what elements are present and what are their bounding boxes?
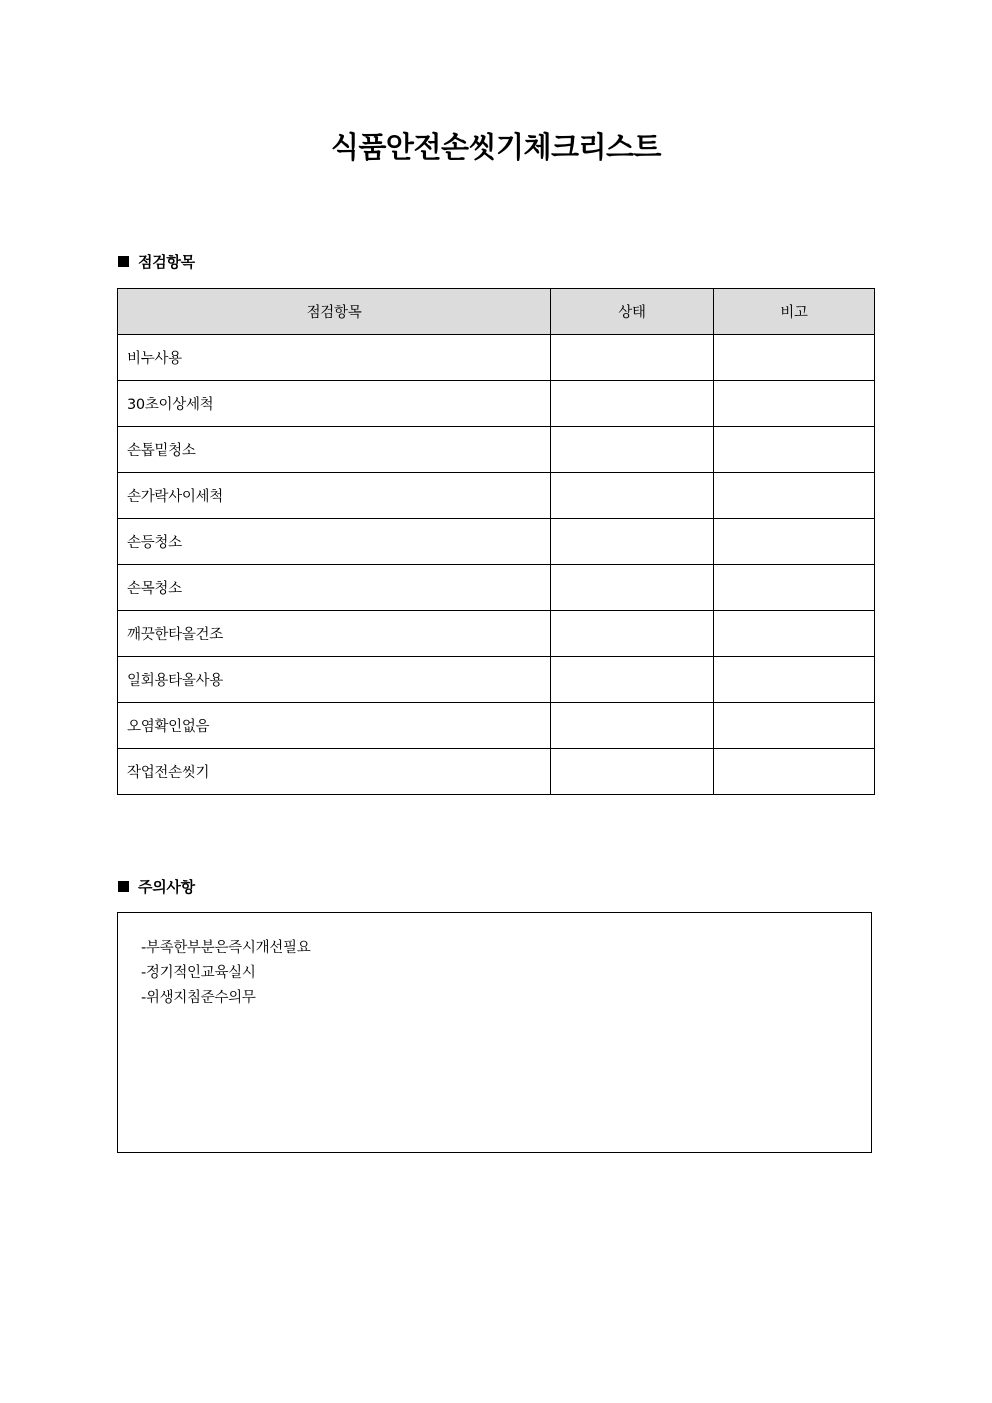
section-heading-precautions	[118, 876, 195, 897]
table-row	[118, 611, 875, 657]
cell-note[interactable]	[714, 611, 875, 657]
cell-status[interactable]	[551, 565, 714, 611]
checklist-table	[117, 288, 875, 795]
cell-status[interactable]	[551, 611, 714, 657]
precautions-box[interactable]	[117, 912, 872, 1153]
cell-inspection-item: 오염확인없음	[118, 703, 551, 749]
cell-inspection-item: 깨끗한타올건조	[118, 611, 551, 657]
column-header-item: 점검항목	[118, 289, 551, 335]
cell-note[interactable]	[714, 519, 875, 565]
column-header-note: 비고	[714, 289, 875, 335]
cell-note[interactable]	[714, 427, 875, 473]
cell-status[interactable]	[551, 381, 714, 427]
table-header	[118, 289, 875, 335]
precaution-line: -정기적인교육실시	[141, 965, 256, 981]
cell-status[interactable]	[551, 335, 714, 381]
cell-note[interactable]	[714, 749, 875, 795]
cell-status[interactable]	[551, 657, 714, 703]
cell-inspection-item: 일회용타올사용	[118, 657, 551, 703]
table-row	[118, 749, 875, 795]
table-body	[118, 335, 875, 795]
table-row	[118, 335, 875, 381]
table-row	[118, 657, 875, 703]
page-title: 식품안전손씻기체크리스트	[330, 130, 662, 164]
cell-note[interactable]	[714, 335, 875, 381]
column-header-status: 상태	[551, 289, 714, 335]
cell-note[interactable]	[714, 703, 875, 749]
cell-status[interactable]	[551, 427, 714, 473]
cell-note[interactable]	[714, 381, 875, 427]
cell-note[interactable]	[714, 565, 875, 611]
cell-inspection-item: 손톱밑청소	[118, 427, 551, 473]
section-heading-label: 점검항목	[138, 253, 195, 271]
section-heading-inspection-items	[118, 251, 195, 272]
cell-inspection-item: 작업전손씻기	[118, 749, 551, 795]
precaution-line: -부족한부분은즉시개선필요	[141, 940, 311, 956]
section-heading-label: 주의사항	[138, 878, 195, 896]
cell-status[interactable]	[551, 473, 714, 519]
cell-status[interactable]	[551, 749, 714, 795]
cell-status[interactable]	[551, 703, 714, 749]
table-row	[118, 381, 875, 427]
cell-note[interactable]	[714, 657, 875, 703]
cell-note[interactable]	[714, 473, 875, 519]
precautions-list	[118, 913, 871, 1011]
precaution-line: -위생지침준수의무	[141, 990, 256, 1006]
cell-inspection-item: 손목청소	[118, 565, 551, 611]
table-row	[118, 519, 875, 565]
table-row	[118, 565, 875, 611]
table-row	[118, 473, 875, 519]
cell-inspection-item: 손가락사이세척	[118, 473, 551, 519]
black-square-bullet-icon	[118, 881, 129, 892]
cell-inspection-item: 손등청소	[118, 519, 551, 565]
table-row	[118, 427, 875, 473]
cell-inspection-item: 비누사용	[118, 335, 551, 381]
cell-status[interactable]	[551, 519, 714, 565]
table-header-row	[118, 289, 875, 335]
cell-inspection-item: 30초이상세척	[118, 381, 551, 427]
black-square-bullet-icon	[118, 256, 129, 267]
table-row	[118, 703, 875, 749]
